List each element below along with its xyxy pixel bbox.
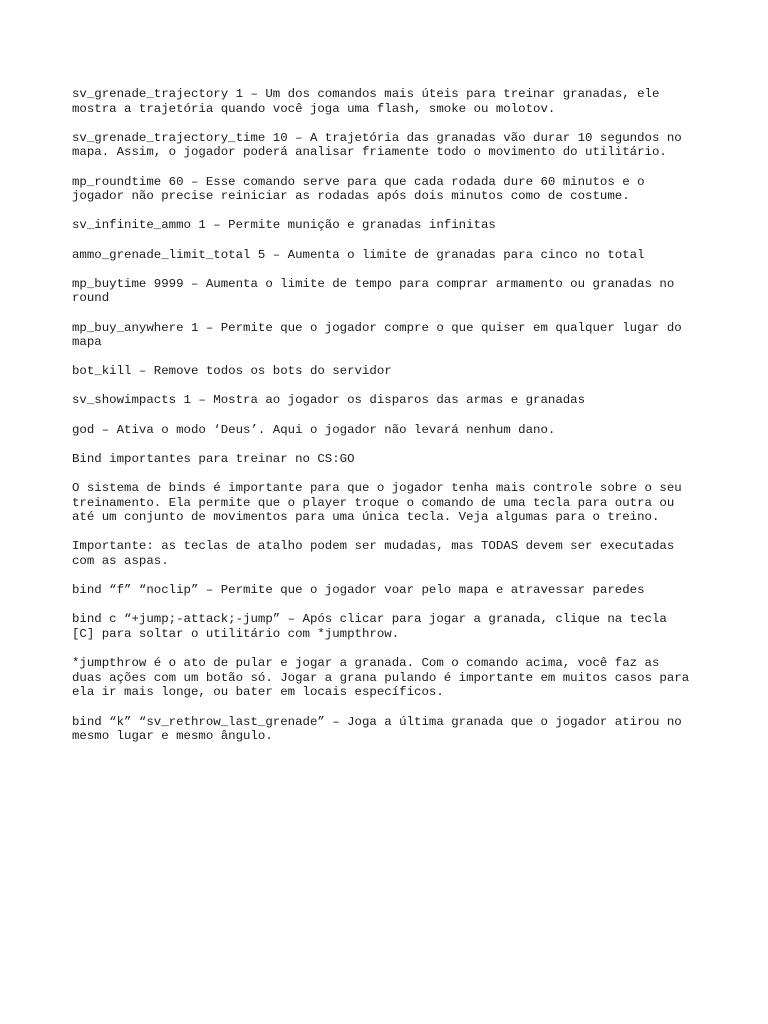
command-grenade-trajectory-time: sv_grenade_trajectory_time 10 – A trajetória das granadas vão durar 10 segundos no mapa. Assim, o jogador poderá analisar friamente todo o movimento do utilitário. <box>72 130 682 160</box>
command-showimpacts: sv_showimpacts 1 – Mostra ao jogador os disparos das armas e granadas <box>72 393 586 408</box>
jumpthrow-explanation: *jumpthrow é o ato de pular e jogar a granada. Com o comando acima, você faz as duas ações com um botão só. Jogar a grana pulando é importante em muitos casos para ela ir mais longe, ou bater em locais específicos. <box>72 656 690 700</box>
command-infinite-ammo: sv_infinite_ammo 1 – Permite munição e granadas infinitas <box>72 218 496 233</box>
binds-intro-paragraph: O sistema de binds é importante para que o jogador tenha mais controle sobre o seu treinamento. Ela permite que o player troque o comando de uma tecla para outra ou até um conjunto de movimentos para uma única tecla. Veja algumas para o treino. <box>72 481 682 525</box>
section-heading-binds: Bind importantes para treinar no CS:GO <box>72 451 355 466</box>
command-buytime: mp_buytime 9999 – Aumenta o limite de tempo para comprar armamento ou granadas no round <box>72 276 675 306</box>
bind-noclip: bind “f” “noclip” – Permite que o jogador voar pelo mapa e atravessar paredes <box>72 583 645 598</box>
command-roundtime: mp_roundtime 60 – Esse comando serve para que cada rodada dure 60 minutos e o jogador não precise reiniciar as rodadas após dois minutos como de costume. <box>72 174 645 204</box>
command-grenade-limit: ammo_grenade_limit_total 5 – Aumenta o limite de granadas para cinco no total <box>72 247 645 262</box>
command-buy-anywhere: mp_buy_anywhere 1 – Permite que o jogador compre o que quiser em qualquer lugar do mapa <box>72 320 682 350</box>
bind-jumpthrow: bind c “+jump;-attack;-jump” – Após clicar para jogar a granada, clique na tecla [C] para soltar o utilitário com *jumpthrow. <box>72 612 667 641</box>
document-page <box>72 87 702 758</box>
binds-important-note: Importante: as teclas de atalho podem ser mudadas, mas TODAS devem ser executadas com as aspas. <box>72 539 675 568</box>
command-god: god – Ativa o modo ‘Deus’. Aqui o jogador não levará nenhum dano. <box>72 422 556 437</box>
command-grenade-trajectory: sv_grenade_trajectory 1 – Um dos comandos mais úteis para treinar granadas, ele mostra a trajetória quando você joga uma flash, smoke ou molotov. <box>72 87 660 116</box>
bind-rethrow-grenade: bind “k” “sv_rethrow_last_grenade” – Joga a última granada que o jogador atirou no mesmo lugar e mesmo ângulo. <box>72 714 682 744</box>
command-bot-kill: bot_kill – Remove todos os bots do servidor <box>72 364 392 379</box>
